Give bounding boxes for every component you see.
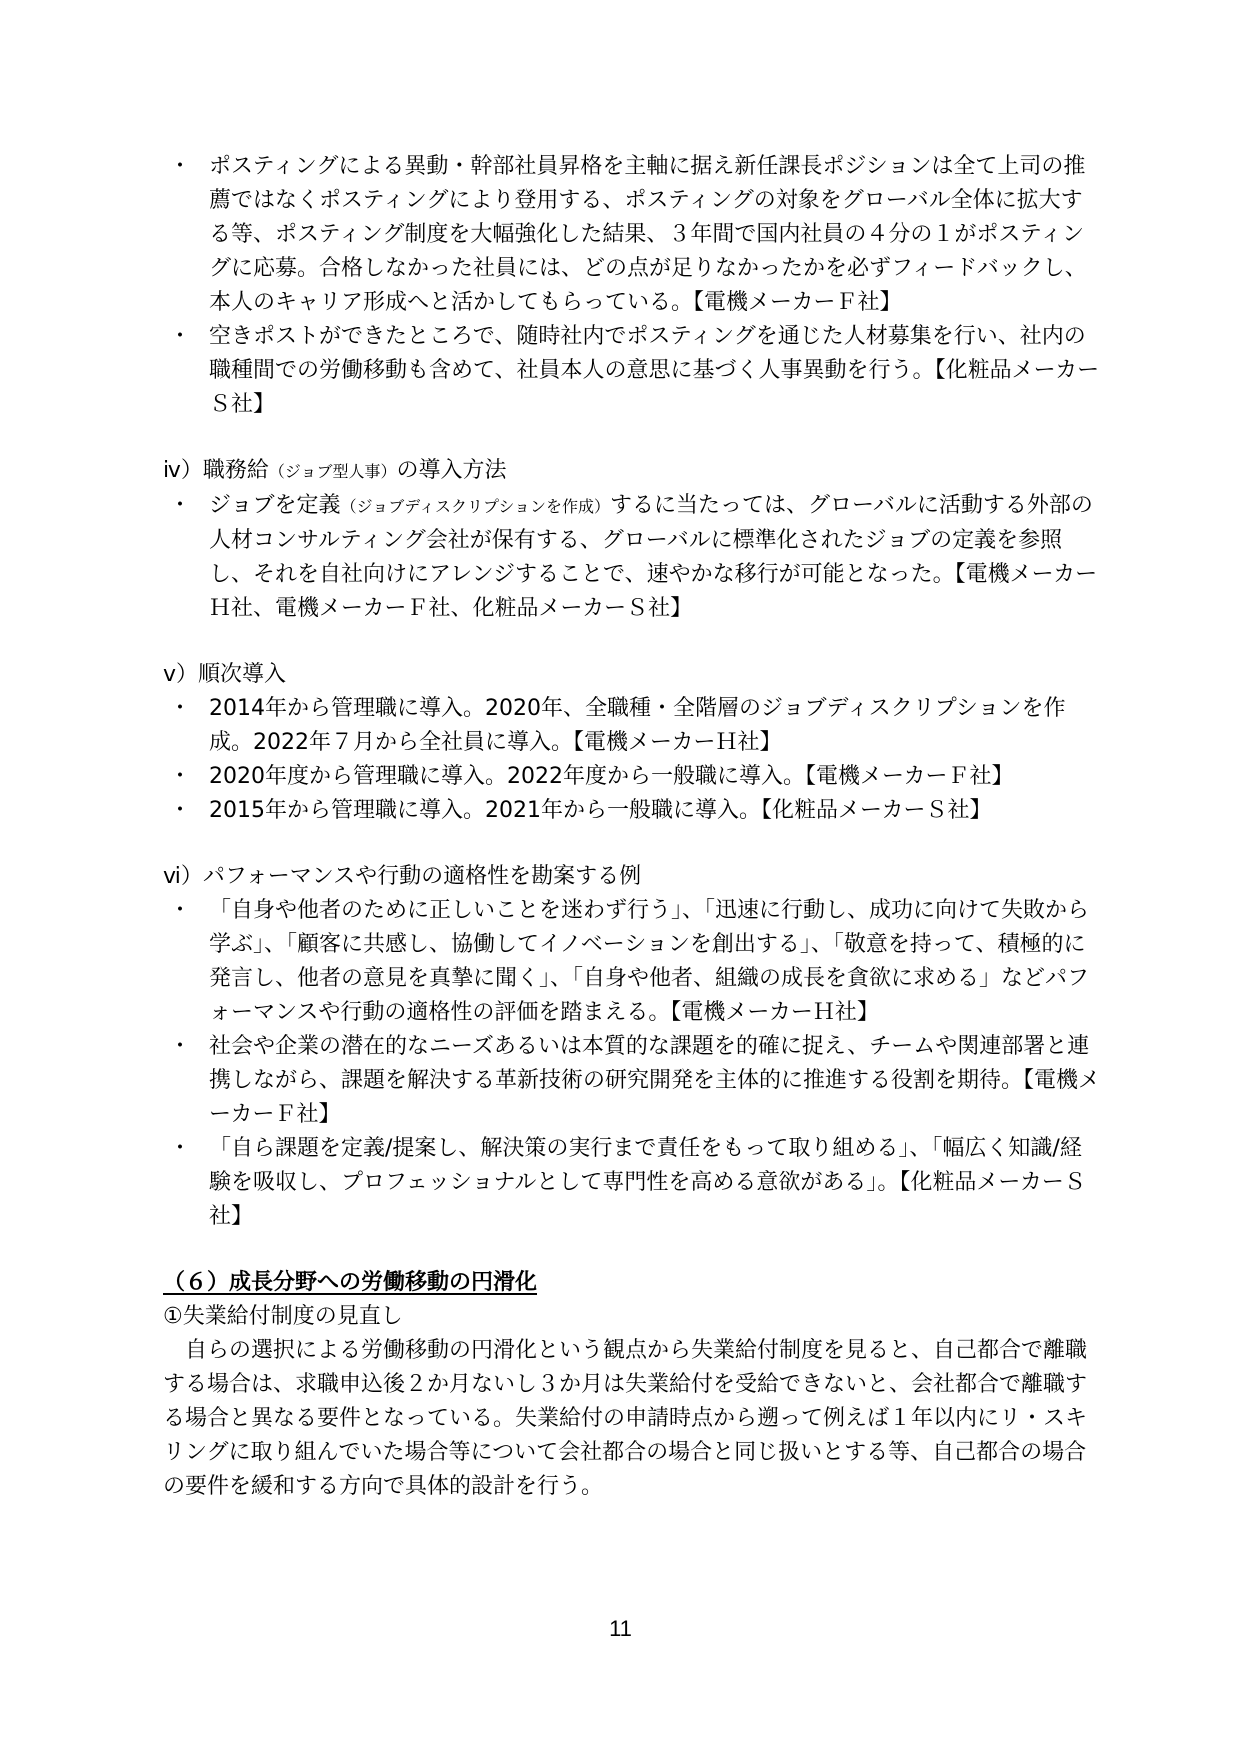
list-item-text: 「自ら課題を定義/提案し、解決策の実行まで責任をもって取り組める」、「幅広く知識/経験を吸収し、プロフェッショナルとして専門性を高める意欲がある」。【化粧品メーカーＳ社】 (209, 1136, 1086, 1229)
bullet-mark: ・ (169, 324, 192, 349)
list-item-text-b: するに当たっては、グローバルに活動する外部の人材コンサルティング会社が保有する、グローバルに標準化されたジョブの定義を参照し、それを自社向けにアレンジすることで、速やかな移行が可能となった。【電機メーカーＨ社、電機メーカーＦ社、化粧品メーカーＳ社】 (209, 493, 1098, 621)
list-item-text: ポスティングによる異動・幹部社員昇格を主軸に据え新任課長ポジションは全て上司の推薦ではなくポスティングにより登用する、ポスティングの対象をグローバル全体に拡大する等、ポスティング制度を大幅強化した結果、３年間で国内社員の４分の１がポスティングに応募。合格しなかった社員には、どの点が足りなかったかを必ずフィードバックし、本人のキャリア形成へと活かしてもらっている。【電機メーカーＦ社】 (209, 154, 1087, 315)
section-subheading: ①失業給付制度の見直し (163, 1304, 403, 1329)
section-heading: （６）成長分野への労働移動の円滑化 (163, 1270, 538, 1295)
list-item (163, 1030, 1103, 1132)
page-content (163, 150, 1103, 1504)
list-item (163, 692, 1103, 760)
list-item (163, 894, 1103, 1030)
bullet-mark: ・ (169, 1034, 192, 1059)
bullet-mark: ・ (169, 898, 192, 923)
list-item-text: 2020年度から管理職に導入。2022年度から一般職に導入。【電機メーカーＦ社】 (209, 764, 1014, 789)
list-item-small-text: （ジョブディスクリプションを作成） (340, 497, 611, 516)
subheading-phased-introduction: ⅴ）順次導入 (163, 662, 287, 687)
bullet-mark: ・ (169, 1136, 192, 1161)
phased-introduction-list (163, 692, 1103, 828)
bullet-mark: ・ (169, 764, 192, 789)
list-item (163, 320, 1103, 422)
spacer (163, 828, 1103, 860)
spacer (163, 1234, 1103, 1266)
list-item (163, 794, 1103, 828)
bullet-mark: ・ (169, 154, 192, 179)
bullet-mark: ・ (169, 493, 192, 518)
list-item-text: 2014年から管理職に導入。2020年、全職種・全階層のジョブディスクリプションを作成。2022年７月から全社員に導入。【電機メーカーＨ社】 (209, 696, 1066, 755)
list-item-text: 2015年から管理職に導入。2021年から一般職に導入。【化粧品メーカーＳ社】 (209, 798, 992, 823)
performance-examples-list (163, 894, 1103, 1234)
posting-examples-list (163, 150, 1103, 422)
subheading-text-b: の導入方法 (396, 458, 507, 483)
subheading-text-a: ⅳ）職務給 (163, 458, 269, 483)
subheading-performance-examples: ⅵ）パフォーマンスや行動の適格性を勘案する例 (163, 864, 642, 889)
list-item-text: 空きポストができたところで、随時社内でポスティングを通じた人材募集を行い、社内の職種間での労働移動も含めて、社員本人の意思に基づく人事異動を行う。【化粧品メーカーＳ社】 (209, 324, 1100, 417)
list-item (163, 489, 1103, 626)
subheading-job-based-pay (163, 454, 1103, 489)
section-paragraph: 自らの選択による労働移動の円滑化という観点から失業給付制度を見ると、自己都合で離職する場合は、求職申込後２か月ないし３か月は失業給付を受給できないと、会社都合で離職する場合と異なる要件となっている。失業給付の申請時点から遡って例えば１年以内にリ・スキリングに取り組んでいた場合等について会社都合の場合と同じ扱いとする等、自己都合の場合の要件を緩和する方向で具体的設計を行う。 (163, 1338, 1088, 1499)
spacer (163, 422, 1103, 454)
list-item-text: 「自身や他者のために正しいことを迷わず行う」、「迅速に行動し、成功に向けて失敗から学ぶ」、「顧客に共感し、協働してイノベーションを創出する」、「敬意を持って、積極的に発言し、他者の意見を真摯に聞く」、「自身や他者、組織の成長を貪欲に求める」などパフォーマンスや行動の適格性の評価を踏まえる。【電機メーカーＨ社】 (209, 898, 1090, 1025)
bullet-mark: ・ (169, 798, 192, 823)
list-item-text-a: ジョブを定義 (209, 493, 341, 518)
list-item-text: 社会や企業の潜在的なニーズあるいは本質的な課題を的確に捉え、チームや関連部署と連携しながら、課題を解決する革新技術の研究開発を主体的に推進する役割を期待。【電機メーカーＦ社】 (209, 1034, 1101, 1127)
page-number: 11 (609, 1616, 632, 1641)
spacer (163, 626, 1103, 658)
list-item (163, 760, 1103, 794)
list-item (163, 150, 1103, 320)
subheading-small-text: （ジョブ型人事） (268, 462, 397, 481)
bullet-mark: ・ (169, 696, 192, 721)
job-definition-list (163, 489, 1103, 626)
list-item (163, 1132, 1103, 1234)
